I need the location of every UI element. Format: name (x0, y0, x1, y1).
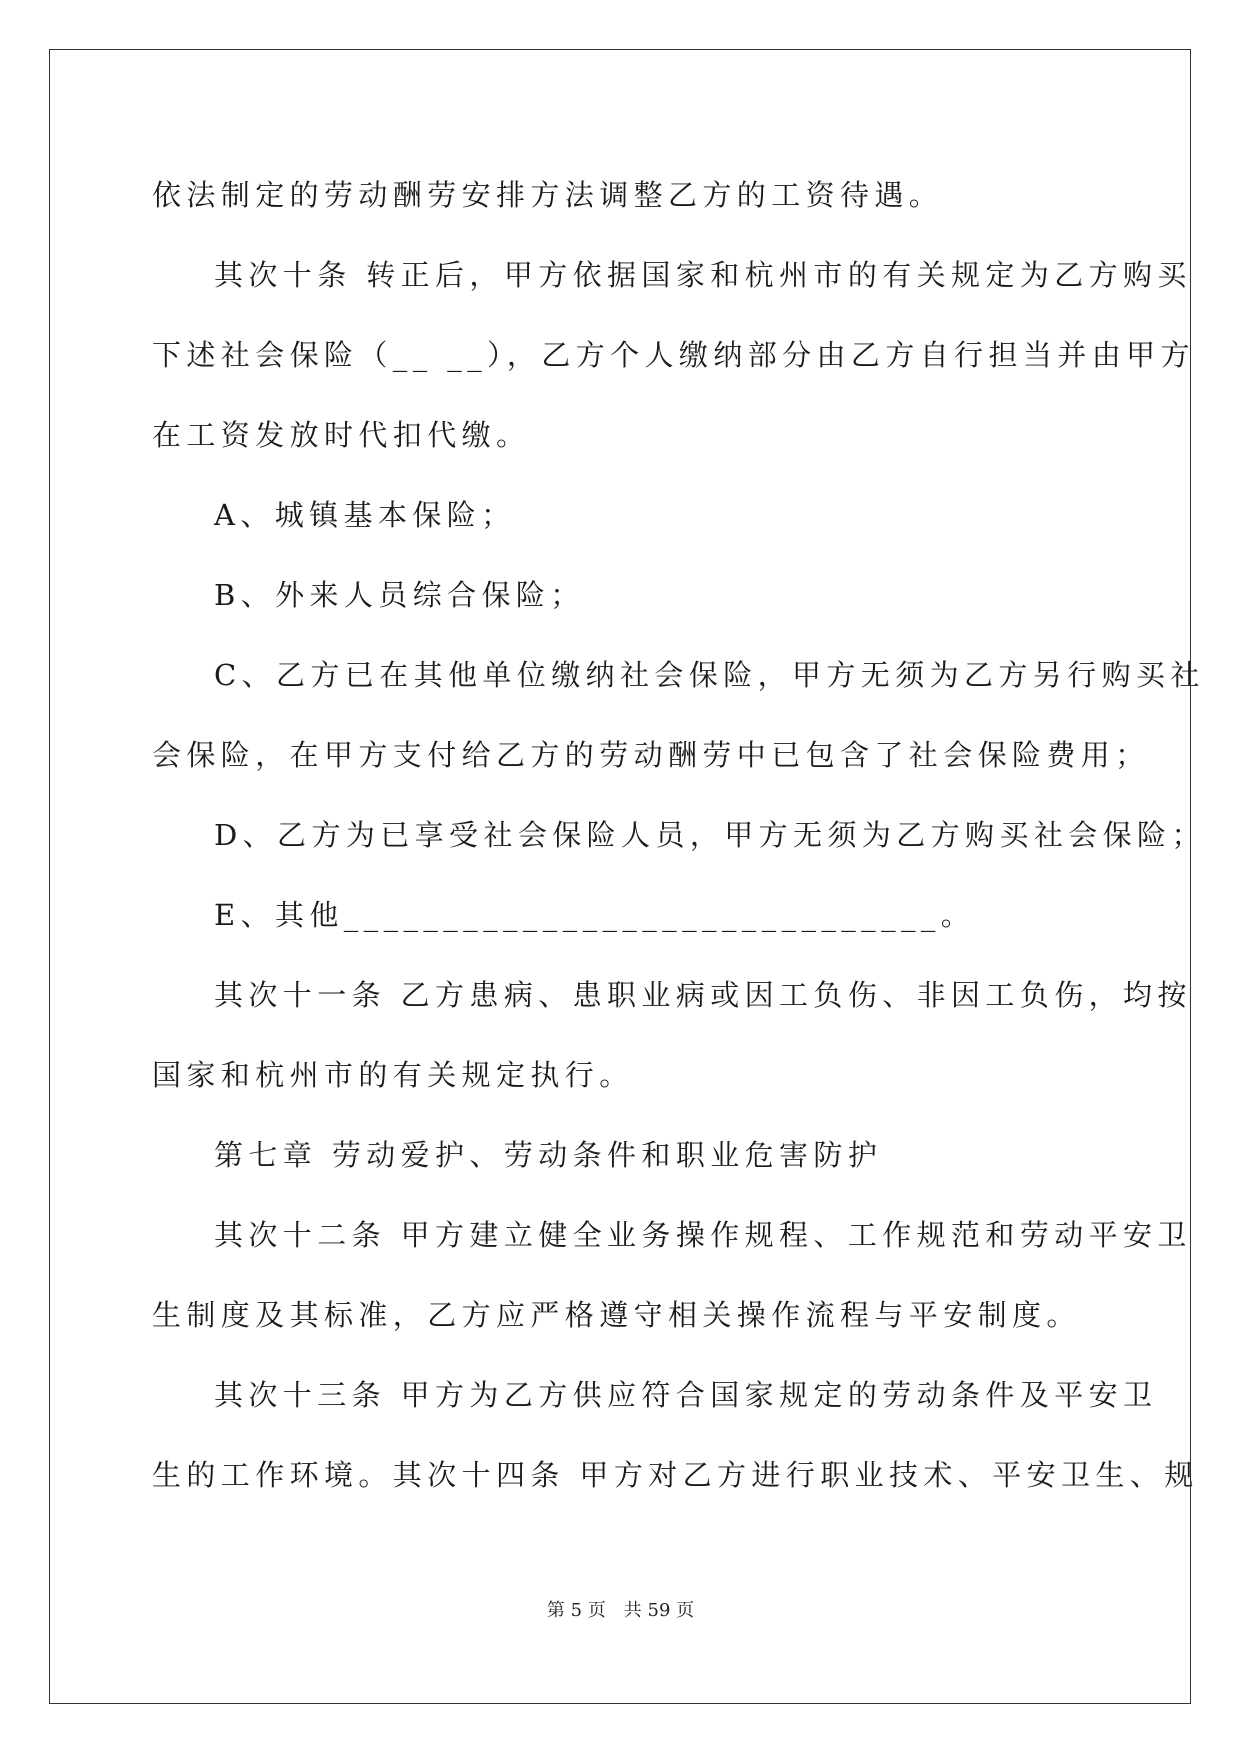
text-line-7: C、乙方已在其他单位缴纳社会保险，甲方无须为乙方另行购买社 (214, 658, 1205, 692)
text-line-17: 生的工作环境。其次十四条 甲方对乙方进行职业技术、平安卫生、规 (152, 1458, 1199, 1492)
paragraph-line (152, 1195, 1192, 1275)
text-line-4: 在工资发放时代扣代缴。 (152, 418, 531, 452)
text-line-10: E、其他______________________________。 (214, 898, 976, 932)
chapter-heading: 第七章 劳动爱护、劳动条件和职业危害防护 (214, 1138, 883, 1172)
paragraph-line (152, 1115, 1097, 1195)
text-line-1: 依法制定的劳动酬劳安排方法调整乙方的工资待遇。 (152, 178, 944, 212)
paragraph-line (152, 1355, 1158, 1435)
paragraph-line (152, 955, 1192, 1035)
paragraph-line (152, 555, 1097, 635)
paragraph-line (152, 1435, 1199, 1515)
paragraph-line (152, 155, 1097, 235)
text-line-16: 其次十三条 甲方为乙方供应符合国家规定的劳动条件及平安卫 (214, 1378, 1158, 1412)
text-line-3: 下述社会保险（__ __），乙方个人缴纳部分由乙方自行担当并由甲方 (152, 338, 1195, 372)
paragraph-line (152, 1275, 1097, 1355)
text-line-11: 其次十一条 乙方患病、患职业病或因工负伤、非因工负伤，均按 (214, 978, 1192, 1012)
text-line-14: 其次十二条 甲方建立健全业务操作规程、工作规范和劳动平安卫 (214, 1218, 1192, 1252)
page-footer (0, 1596, 1241, 1622)
text-line-8: 会保险，在甲方支付给乙方的劳动酬劳中已包含了社会保险费用； (152, 738, 1150, 772)
text-line-6: B、外来人员综合保险； (214, 578, 585, 612)
document-body (152, 155, 1206, 1515)
paragraph-line (152, 875, 1097, 955)
text-line-5: A、城镇基本保险； (214, 498, 516, 532)
paragraph-line (152, 715, 1150, 795)
text-line-12: 国家和杭州市的有关规定执行。 (152, 1058, 634, 1092)
page-total: 共 59 页 (623, 1600, 695, 1621)
text-line-15: 生制度及其标准，乙方应严格遵守相关操作流程与平安制度。 (152, 1298, 1081, 1332)
page-number: 第 5 页 (546, 1600, 606, 1621)
paragraph-line (152, 635, 1205, 715)
text-line-9: D、乙方为已享受社会保险人员，甲方无须为乙方购买社会保险； (214, 818, 1206, 852)
paragraph-line (152, 1035, 1097, 1115)
paragraph-line (152, 475, 1097, 555)
paragraph-line (152, 395, 1097, 475)
text-line-2: 其次十条 转正后，甲方依据国家和杭州市的有关规定为乙方购买 (214, 258, 1192, 292)
paragraph-line (152, 795, 1206, 875)
paragraph-line (152, 315, 1195, 395)
paragraph-line (152, 235, 1192, 315)
